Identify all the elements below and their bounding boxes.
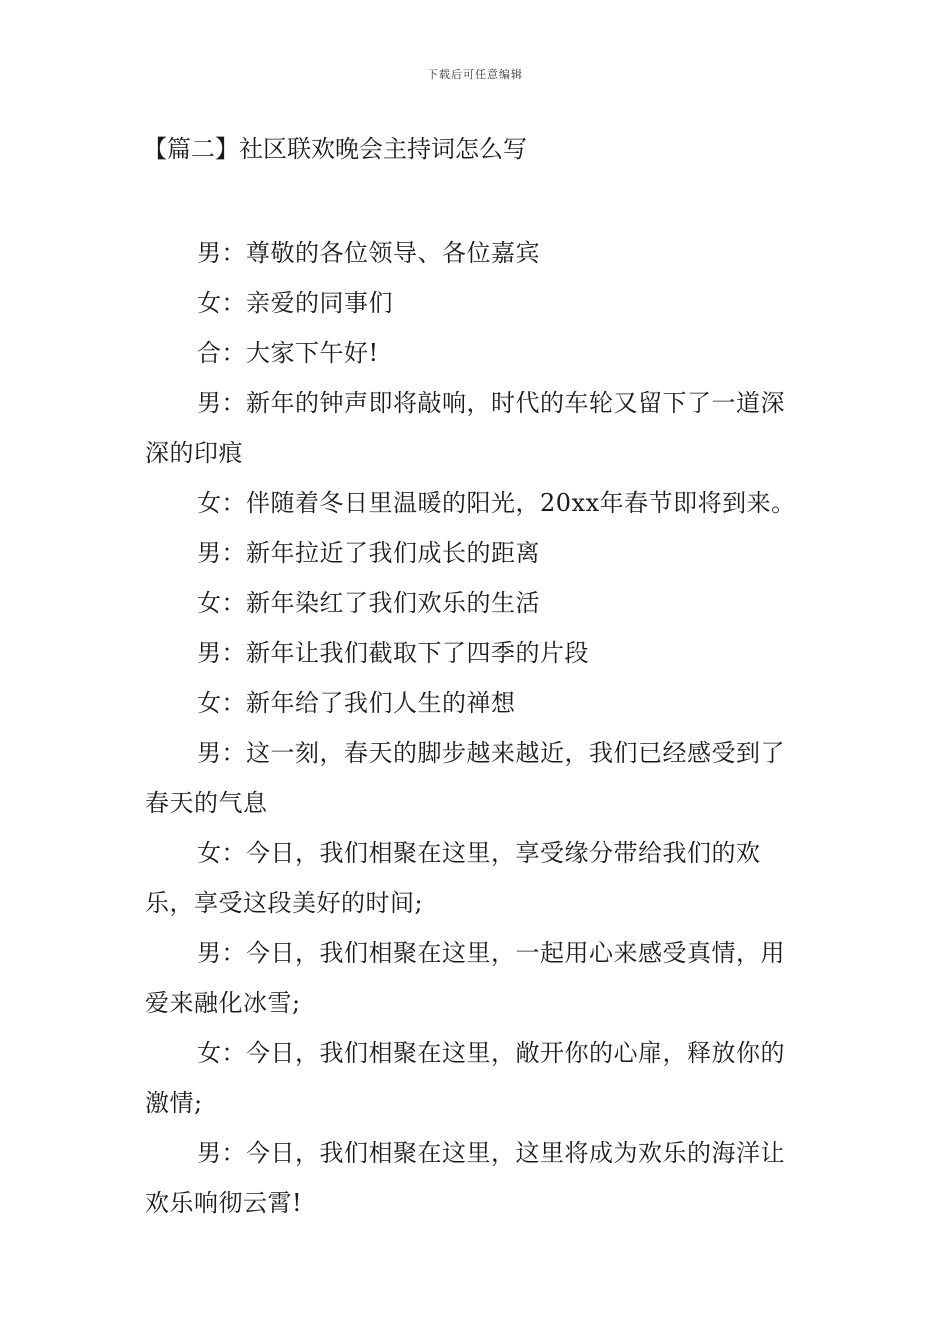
paragraph-text: 男：尊敬的各位领导、各位嘉宾 (197, 239, 540, 267)
paragraph (145, 828, 809, 928)
paragraph (145, 528, 809, 578)
paragraph (145, 928, 809, 1028)
document-body (145, 228, 809, 1228)
paragraph (145, 728, 809, 828)
paragraph (145, 328, 809, 378)
paragraph (145, 628, 809, 678)
paragraph-text: 男：今日，我们相聚在这里，一起用心来感受真情，用爱来融化冰雪; (145, 939, 785, 1017)
paragraph-text: 合：大家下午好! (197, 339, 379, 367)
paragraph-text: 女：伴随着冬日里温暖的阳光，20xx年春节即将到来。 (197, 489, 796, 517)
paragraph-text: 男：新年让我们截取下了四季的片段 (197, 639, 589, 667)
paragraph-text: 女：今日，我们相聚在这里，敞开你的心扉，释放你的激情; (145, 1039, 785, 1117)
paragraph-text: 男：今日，我们相聚在这里，这里将成为欢乐的海洋让欢乐响彻云霄! (145, 1139, 785, 1217)
document-title: 【篇二】社区联欢晚会主持词怎么写 (143, 135, 527, 163)
paragraph-text: 男：这一刻，春天的脚步越来越近，我们已经感受到了春天的气息 (145, 739, 785, 817)
paragraph (145, 578, 809, 628)
paragraph (145, 378, 809, 478)
paragraph (145, 478, 809, 528)
paragraph-text: 女：今日，我们相聚在这里，享受缘分带给我们的欢乐，享受这段美好的时间; (145, 839, 761, 917)
paragraph-text: 女：亲爱的同事们 (197, 289, 393, 317)
paragraph (145, 1028, 809, 1128)
header-note: 下载后可任意编辑 (427, 68, 523, 81)
paragraph (145, 228, 809, 278)
paragraph-text: 男：新年的钟声即将敲响，时代的车轮又留下了一道深深的印痕 (145, 389, 785, 467)
paragraph-text: 女：新年给了我们人生的禅想 (197, 689, 516, 717)
paragraph (145, 278, 809, 328)
paragraph (145, 678, 809, 728)
paragraph-text: 女：新年染红了我们欢乐的生活 (197, 589, 540, 617)
paragraph-text: 男：新年拉近了我们成长的距离 (197, 539, 540, 567)
paragraph (145, 1128, 809, 1228)
